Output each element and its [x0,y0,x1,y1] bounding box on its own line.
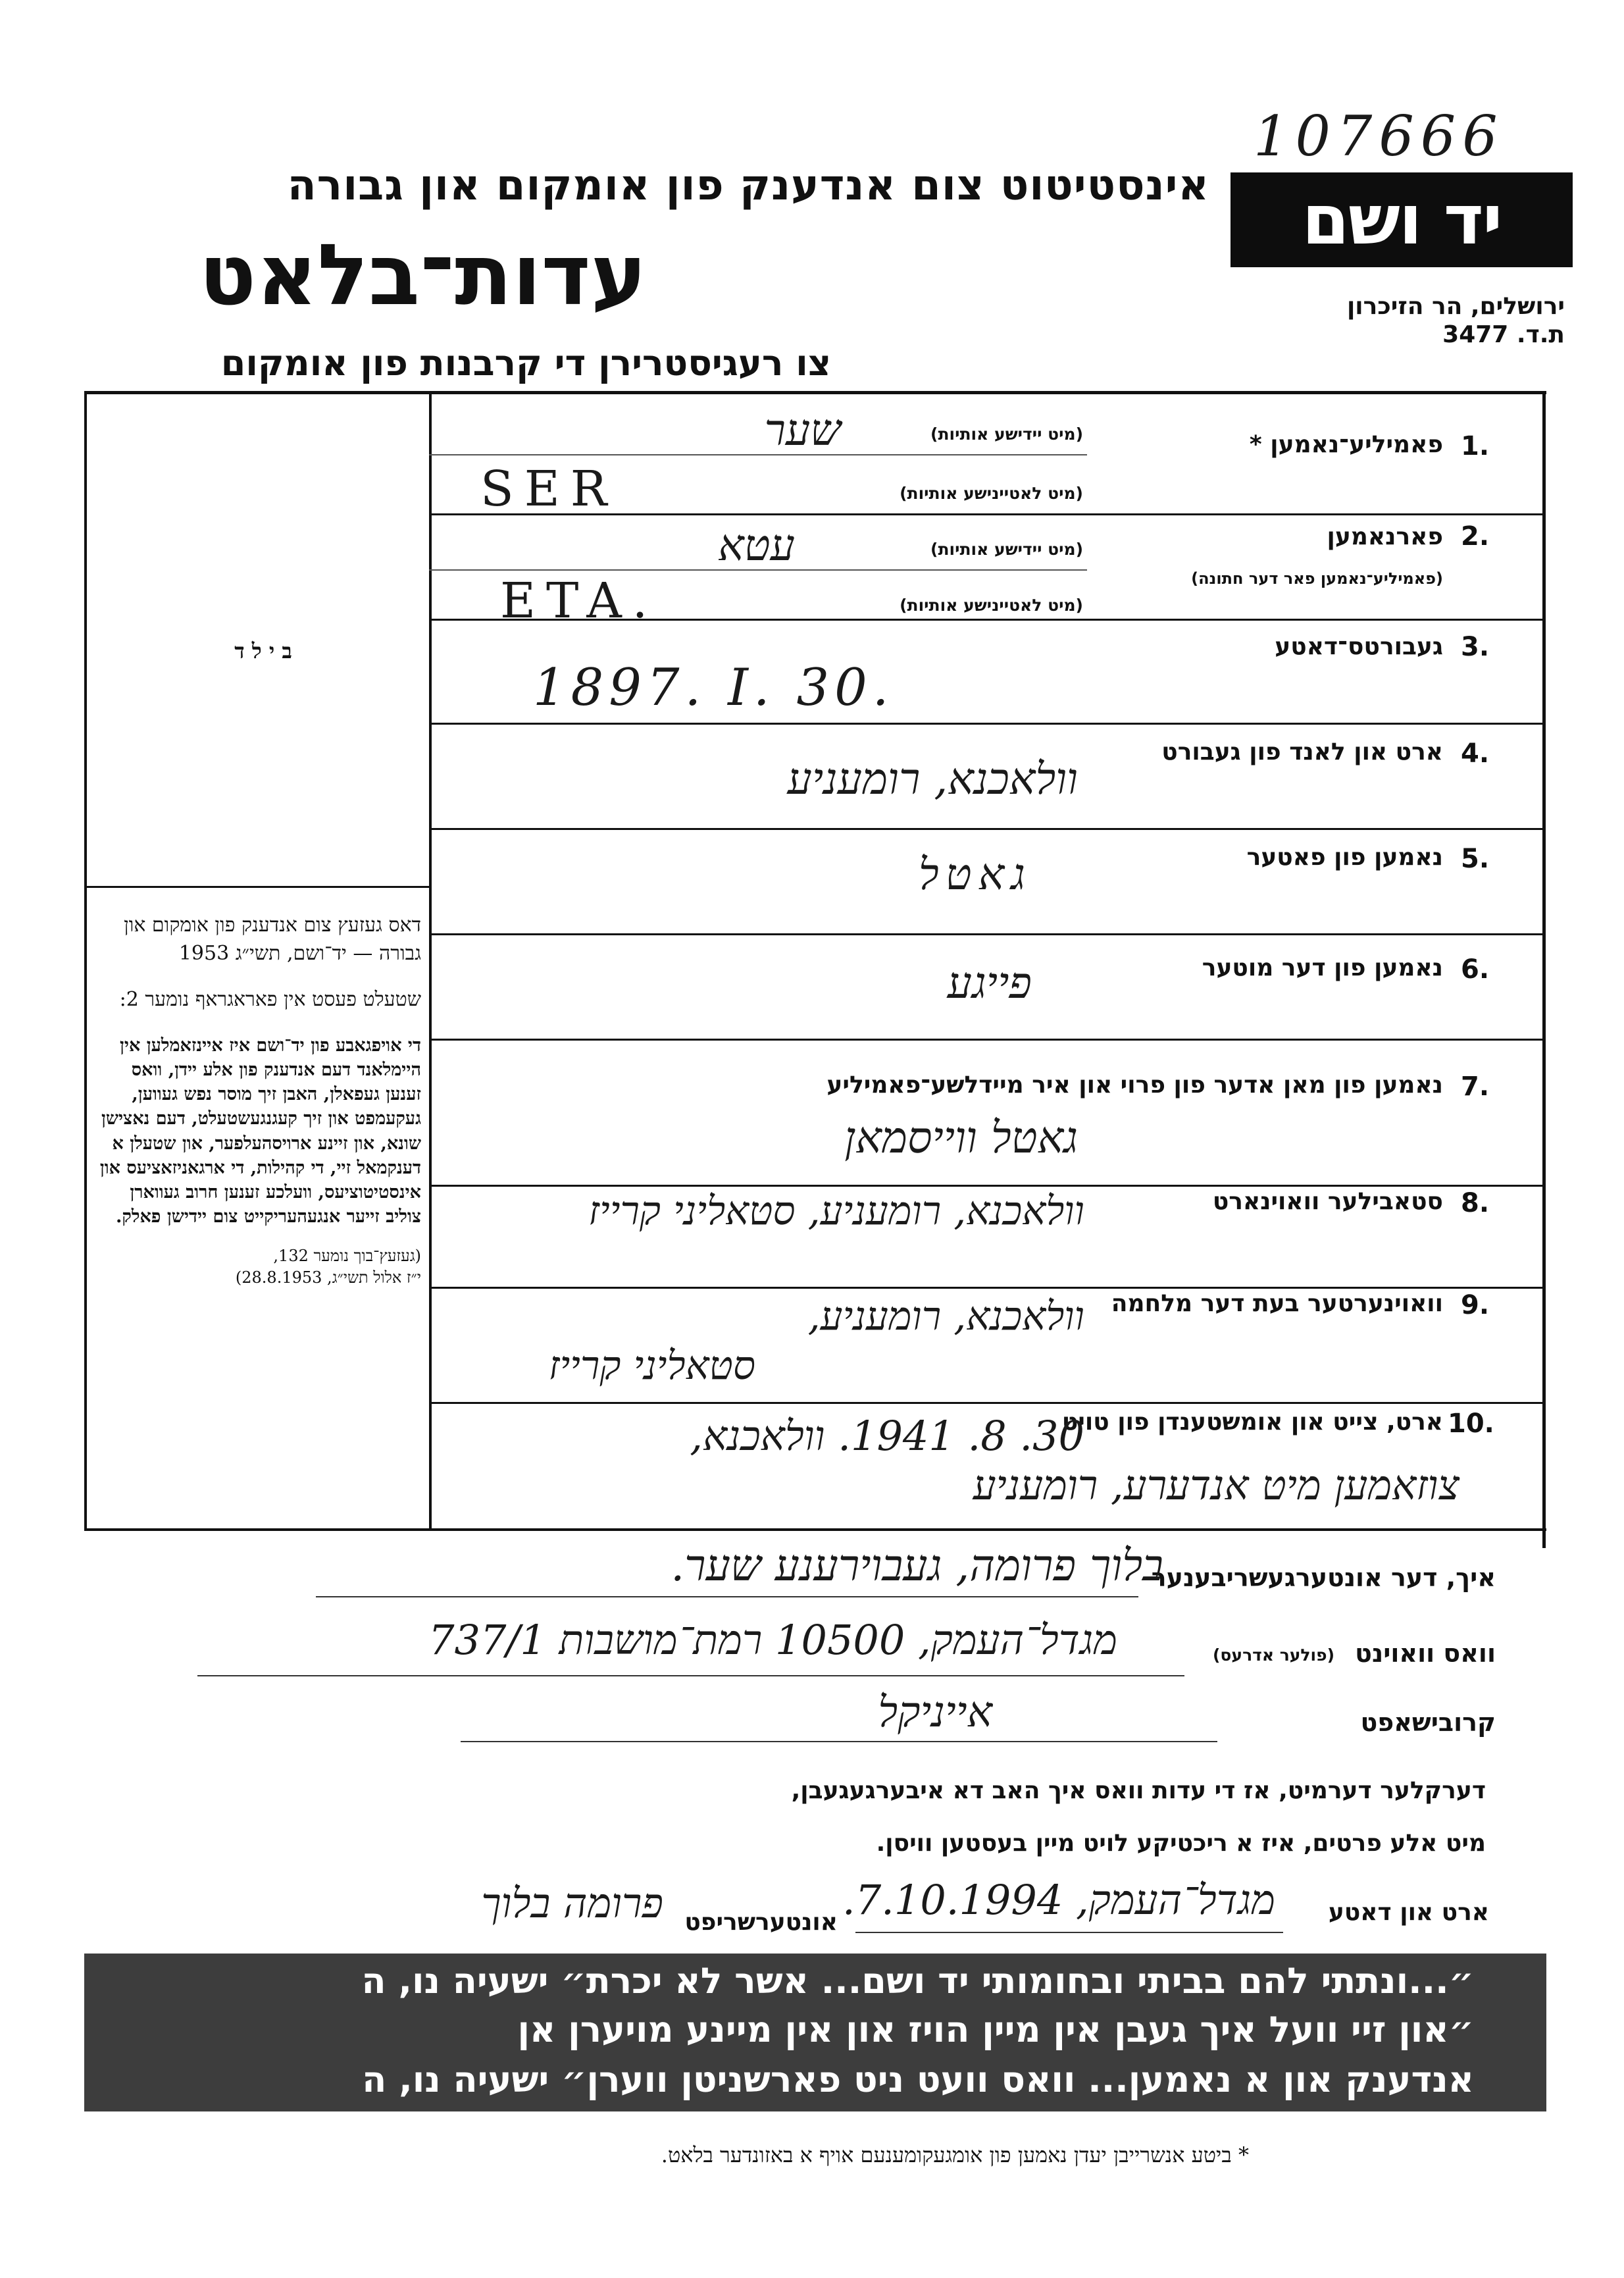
field-rule-3 [429,723,1542,725]
field-2-label-note: (פאמיליע־נאמען פאר דער חתונה) [1191,569,1443,588]
place-date-label: ארט און דאטע [1328,1899,1489,1926]
yad-vashem-logo: יד ושם [1231,172,1573,267]
field-8-value[interactable]: וולאכנא, רומעניע, סטאליני קרייז [588,1188,1084,1234]
field-2-value-latin[interactable]: ETA. [500,573,659,629]
field-7-value[interactable]: גאטל ווייסמאן [844,1112,1078,1163]
field-6-value[interactable]: פייגע [947,958,1032,1008]
informant-name-label: איך, דער אונטערגעשריבענער [1151,1563,1496,1592]
footnote: * ביטע אנשרייבן יעדן נאמען פון אומגעקומענעם אויף א באזונדער בלאט. [661,2142,1249,2167]
field-rule-5 [429,933,1542,935]
legal-notice-intro: דאס געזעץ צום אנדענק פון אומקום און גבורה — יד־ושם, תשי״ג 1953 [124,914,421,965]
banner-line-1: ״...ונתתי להם בביתי ובחומותי יד ושם... אשר לא יכרת״ ישעיה נו, ה [361,1960,1474,2002]
legal-notice-paragraph-ref: שטעלט פעסט אין פאראגראף נומער 2: [119,988,421,1012]
address-line-1: ירושלים, הר הזיכרון [1346,293,1565,320]
declaration-line-2: מיט אלע פרטים, איז א ריכטיקע לויט מיין בעסטען וויסן. [876,1830,1486,1857]
field-4-number: 4. [1461,738,1490,769]
archive-number: 107666 [1254,104,1504,168]
field-5-number: 5. [1461,844,1490,874]
field-8-number: 8. [1461,1188,1490,1218]
legal-notice-source-2: י״ז אלול תשי״ג, 28.8.1953) [235,1268,421,1287]
informant-name-value[interactable]: בלוך פרומה, געבוירענע שער. [671,1540,1163,1591]
field-rule-8 [429,1287,1542,1289]
field-9-value-2[interactable]: סטאליני קרייז [548,1343,755,1389]
field-1-sub-yiddish: (מיט יידישע אותיות) [930,425,1083,444]
informant-relation-value[interactable]: אייניקל [878,1688,992,1737]
informant-name-rule [316,1596,1138,1597]
field-rule-4 [429,828,1542,830]
informant-address-note: (פולער אדרעס) [1213,1645,1334,1665]
informant-address-value[interactable]: מגדל־העמק, 10500 רמת־מושבות 737/1 [428,1616,1117,1664]
column-divider [429,391,432,1530]
field-3-number: 3. [1461,632,1490,662]
field-10-label: ארט, צייט און אומשטענדן פון טויט [1061,1409,1443,1436]
place-date-value[interactable]: מגדל־העמק, 7.10.1994. [842,1876,1275,1924]
place-date-rule [855,1932,1283,1933]
field-9-number: 9. [1461,1290,1490,1320]
informant-address-rule [197,1675,1184,1676]
field-4-label: ארט און לאנד פון געבורט [1161,738,1443,765]
quote-banner [84,1954,1546,2111]
field-rule-9 [429,1402,1542,1404]
field-1-sub-latin: (מיט לאטיינישע אותיות) [900,484,1083,503]
field-7-number: 7. [1461,1072,1490,1102]
field-1-value-yiddish[interactable]: שער [764,405,841,455]
field-5-label: נאמען פון פאטער [1246,844,1443,871]
field-8-label: סטאבילער וואוינארט [1212,1188,1443,1215]
photo-box-bottom [84,886,430,888]
declaration-line-1: דערקלער דערמיט, אז די עדות וואס איך האב דא איבערגעגעבן, [791,1777,1486,1804]
form-subtitle: צו רעגיסטרירן די קרבנות פון אומקום [220,342,831,384]
field-9-label: וואוינערטער בעת דער מלחמה [1111,1290,1443,1317]
field-2-sub-latin: (מיט לאטיינישע אותיות) [900,596,1083,615]
informant-address-label: וואס וואוינט [1355,1639,1496,1668]
field-6-label: נאמען פון דער מוטער [1202,954,1443,981]
field-7-label: נאמען פון מאן אדער פון פרוי און איר מיידלשע־פאמיליע [826,1072,1443,1099]
signature-value[interactable]: פרומה בלוך [481,1879,663,1927]
field-2-number: 2. [1461,521,1490,552]
field-rule-7 [429,1185,1542,1187]
field-2-label: פארנאמען [1327,523,1443,550]
field-3-value[interactable]: 1897. I. 30. [533,658,894,717]
field-9-value[interactable]: וולאכנא, רומעניע, [807,1293,1084,1339]
field-2-sub-yiddish: (מיט יידישע אותיות) [930,540,1083,559]
banner-line-2: ״און זיי וועל איך געבן אין מיין הויז און אין מיינע מויערן אן [517,2009,1474,2050]
informant-relation-rule [461,1741,1217,1742]
form-right-rule [1542,391,1546,1548]
field-1-value-latin[interactable]: SER [480,461,618,517]
institute-name: אינסטיטוט צום אנדענק פון אומקום און גבורה [287,161,1209,210]
form-title: עדות־בלאט [199,226,647,324]
field-3-label: געבורטס־דאטע [1275,633,1443,660]
photo-label: ב י ל ד [234,638,292,663]
field-rule-6 [429,1039,1542,1041]
field-5-value[interactable]: גאטל [918,849,1032,900]
legal-notice-body: די אויפגאבע פון יד־ושם איז איינזאמלען אין היימלאנד דעם אנדענק פון אלע יידן, וואס זענען געפאלן, האבן זיך מוסר נפש געווען, געקעמפט און זיך קעגנגעשטעלט, דעם נאצישן שונא, און זיינע ארויסהעלפער, און שטעלן א דענקמאל זיי, די קהילות, די ארגאניזאציעס און אינסטיטוציעס, וועלכע זענען חרוב געווארן צוליב זייער אנגעהעריקייט צום יידישן פאלק. [99,1035,421,1228]
form-top-rule [84,391,1546,394]
field-1-number: 1. [1461,431,1490,461]
legal-notice-source-1: (געזעץ־בוך נומער 132, [273,1246,421,1265]
field-6-number: 6. [1461,954,1490,985]
signature-label: אונטערשריפט [684,1909,838,1936]
banner-line-3: אנדענק און א נאמען... וואס וועט ניט פארשניטן ווערן״ ישעיה נו, ה [362,2059,1474,2100]
field-10-value[interactable]: 30. 8. 1941. וולאכנא, [690,1412,1084,1460]
form-left-rule [84,391,87,1530]
legal-notice [92,912,421,1289]
field-1-label: פאמיליע־נאמען * [1249,431,1443,458]
informant-relation-label: קרובישאפט [1360,1708,1496,1737]
address-line-2: ת.ד. 3477 [1442,321,1565,348]
form-bottom-rule [84,1528,1546,1531]
field-10-value-2[interactable]: צוזאמען מיט אנדערע, רומעניע [973,1461,1459,1509]
field-2-value-yiddish[interactable]: עטא [718,520,795,571]
field-10-number: 10. [1448,1409,1494,1439]
field-4-value[interactable]: וולאכנא, רומעניע [787,754,1078,804]
field-subrule-1 [429,454,1087,455]
